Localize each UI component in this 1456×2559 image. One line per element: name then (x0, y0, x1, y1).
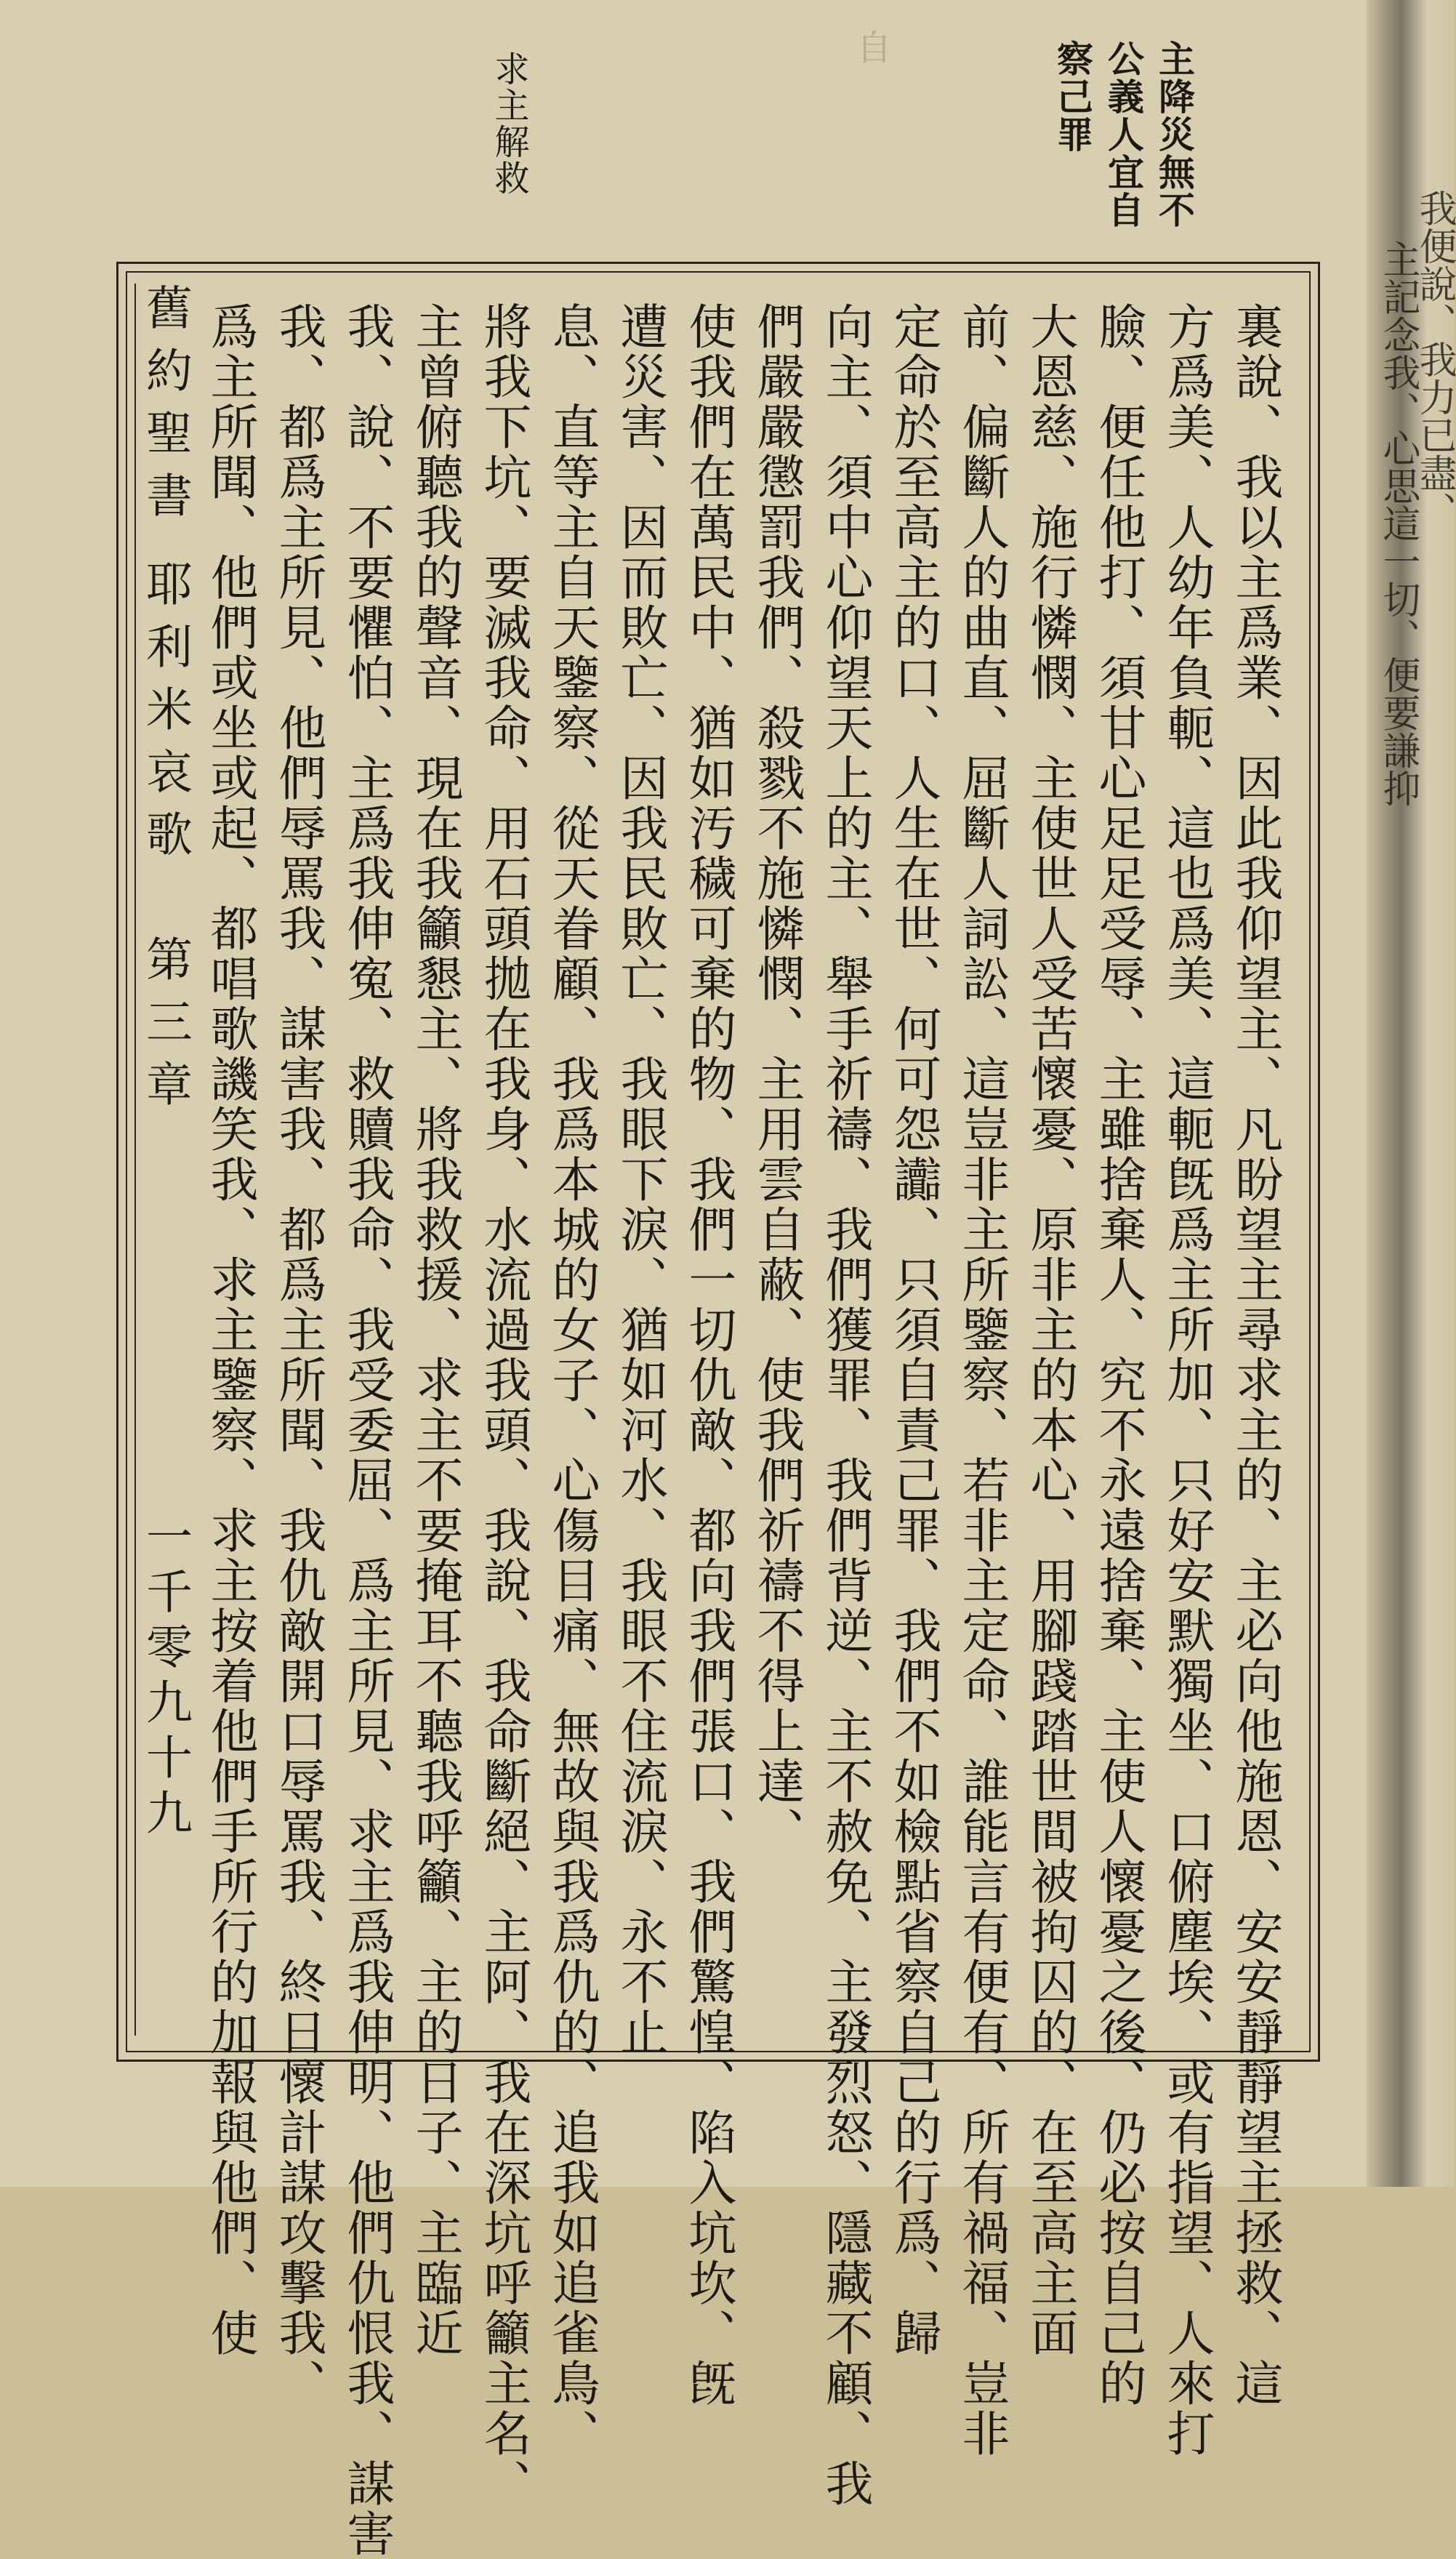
running-footer (134, 284, 194, 2036)
text-column: 定命於至高主的口、人生在世、何可怨讟、只須自責己罪、我們不如檢點省察自己的行爲、歸 (885, 302, 941, 2358)
text-column: 息、直等主自天鑒察、從天眷顧、我爲本城的女子、心傷目痛、無故與我爲仇的、追我如追雀鳥、 (544, 302, 600, 2459)
text-column: 臉、便任他打、須甘心足足受辱、主雖捨棄人、究不永遠捨棄、主使人懷憂之後、仍必按自己的 (1090, 302, 1146, 2409)
text-column: 大恩慈、施行憐憫、主使世人受苦懷憂、原非主的本心、用腳踐踏世間被拘囚的、在至高主面 (1022, 302, 1078, 2358)
facing-page-fragment (1376, 0, 1456, 2187)
text-column: 使我們在萬民中、猶如汚穢可棄的物、我們一切仇敵、都向我們張口、我們驚惶、陷入坑坎、旣 (680, 302, 736, 2409)
text-column: 將我下坑、要滅我命、用石頭拋在我身、水流過我頭、我說、我命斷絕、主阿、我在深坑呼籲主名、 (475, 302, 531, 2509)
facing-page-line: 主記念我、心思這一切、便要謙抑 (1376, 240, 1420, 807)
text-column: 主曾俯聽我的聲音、現在我籲懇主、將我救援、求主不要掩耳不聽我呼籲、主的日子、主臨近 (407, 302, 463, 2358)
text-column: 前、偏斷人的曲直、屈斷人詞訟、這豈非主所鑒察、若非主定命、誰能言有便有、所有禍福、豈非 (954, 302, 1010, 2459)
book-title: 舊約聖書 (138, 284, 192, 534)
scripture-body (138, 302, 1287, 2559)
page-number: 一千零九十九 (138, 1512, 192, 1844)
bleed-through-text: 自 (850, 29, 891, 64)
margin-note-solace: 求主解救 (488, 51, 529, 196)
text-column: 我、說、不要懼怕、主爲我伸寃、救贖我命、我受委屈、爲主所見、求主爲我伸明、他們仇恨我、謀害 (339, 302, 395, 2559)
text-column: 遭災害、因而敗亡、因我民敗亡、我眼下淚、猶如河水、我眼不住流淚、永不止 (612, 302, 668, 2057)
text-column: 向主、須中心仰望天上的主、舉手祈禱、我們獲罪、我們背逆、主不赦免、主發烈怒、隱藏不顧、我 (817, 302, 873, 2509)
text-column: 爲主所聞、他們或坐或起、都唱歌譏笑我、求主鑒察、求主按着他們手所行的加報與他們、使 (202, 302, 258, 2358)
margin-note-line-2: 公義人宜自 (1102, 40, 1145, 229)
margin-note-line-3: 察己罪 (1051, 40, 1094, 153)
text-column: 我、都爲主所見、他們辱罵我、謀害我、都爲主所聞、我仇敵開口辱罵我、終日懷計謀攻擊我、 (270, 302, 326, 2409)
chapter-label: 耶利米哀歌 第三章 (138, 560, 192, 1122)
margin-note-line-1: 主降災無不 (1153, 40, 1196, 229)
text-column: 們嚴嚴懲罰我們、殺戮不施憐憫、主用雲自蔽、使我們祈禱不得上達、 (749, 302, 805, 1857)
facing-page-line: 我便說、我力已盡、 (1412, 189, 1456, 529)
text-column: 裏說、我以主爲業、因此我仰望主、凡盼望主尋求主的、主必向他施恩、安安靜靜望主拯救、這 (1227, 302, 1283, 2409)
text-column: 方爲美、人幼年負軛、這也爲美、這軛旣爲主所加、只好安默獨坐、口俯塵埃、或有指望、人來打 (1159, 302, 1215, 2459)
